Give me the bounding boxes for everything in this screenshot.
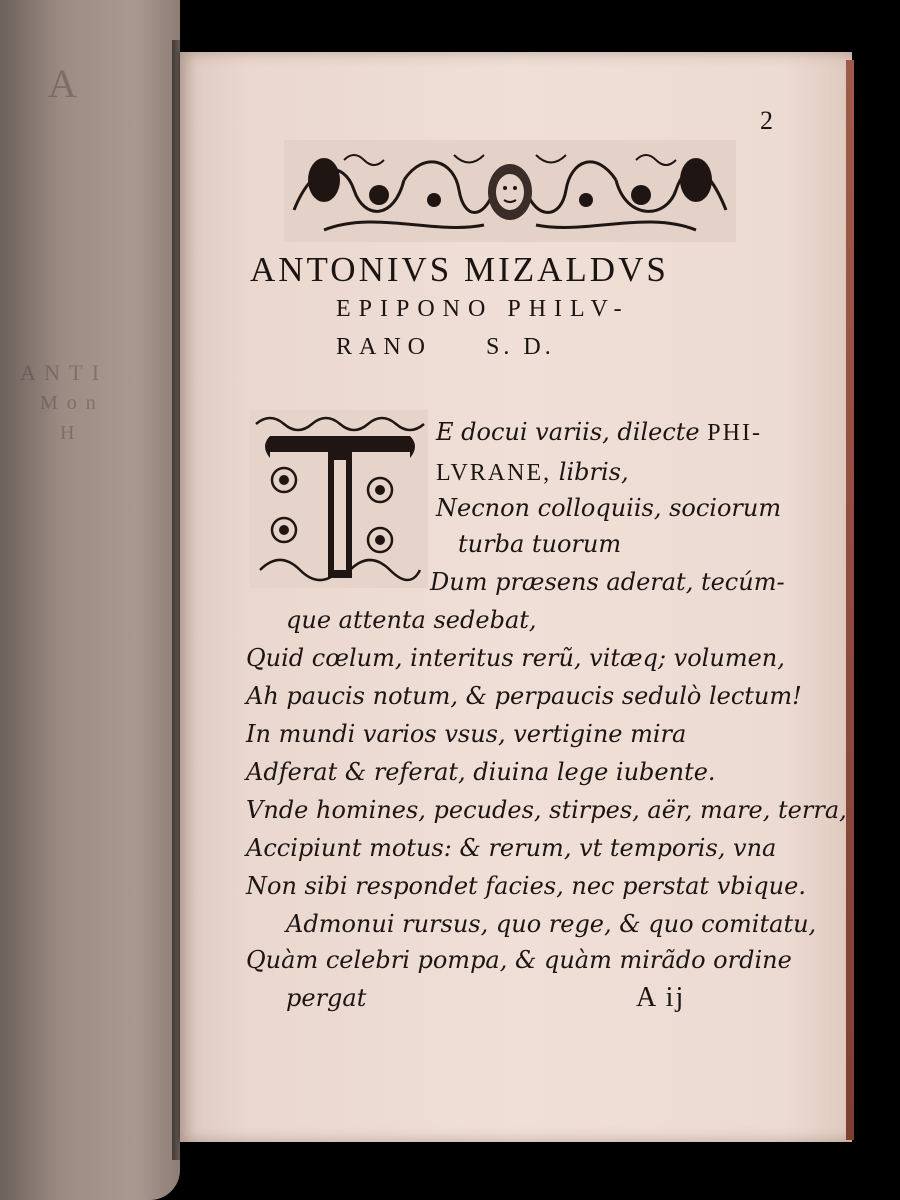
heading-recipient: EPIPONO PHILV- [336,296,630,322]
heading-author: ANTONIVS MIZALDVS [250,250,669,289]
verse-line: Adferat & referat, diuina lege iubente. [246,758,716,786]
verse-line: Dum præsens aderat, tecúm- [430,568,785,596]
heading-recipient-continued: RANO [336,334,433,360]
left-page-ghost-text: H [60,422,77,444]
verse-line [436,418,762,447]
woodcut-headpiece-ornament [284,140,736,242]
verse-line: Vnde homines, pecudes, stirpes, aër, mare, terra, [246,796,847,824]
signature-mark: A ij [636,982,686,1013]
verse-line: Non sibi respondet facies, nec perstat vbique. [246,872,806,900]
verse-line: pergat [286,984,367,1012]
verse-line: Quàm celebri pompa, & quàm mirãdo ordine [246,946,792,974]
left-page-ghost-text: M o n [40,392,98,414]
verse-caps: LVRANE, [436,460,552,486]
decorated-initial-t [250,410,428,588]
left-page-ghost-text: A N T I [20,360,102,385]
verse-text: E docui variis, dilecte [436,418,700,446]
verse-line [436,458,629,487]
verse-line: Quid cœlum, interitus rerũ, vitæq; volumen, [246,644,785,672]
page-number: 2 [760,106,773,135]
verse-line: turba tuorum [458,530,622,558]
verse-line: Necnon colloquiis, sociorum [436,494,782,522]
page-edge [846,60,854,1140]
verse-line: que attenta sedebat, [286,606,537,634]
verse-line: In mundi varios vsus, vertigine mira [246,720,687,748]
left-page [0,0,180,1200]
heading-salutation [336,334,696,361]
left-page-ghost-text: A [48,61,79,106]
verse-text: libris, [558,458,629,486]
verse-caps: PHI- [707,420,762,446]
heading-sd: S. D. [486,334,555,360]
verse-line: Accipiunt motus: & rerum, vt temporis, vna [246,834,777,862]
verse-line: Ah paucis notum, & perpaucis sedulò lectum! [246,682,802,710]
verse-line: Admonui rursus, quo rege, & quo comitatu, [286,910,817,938]
